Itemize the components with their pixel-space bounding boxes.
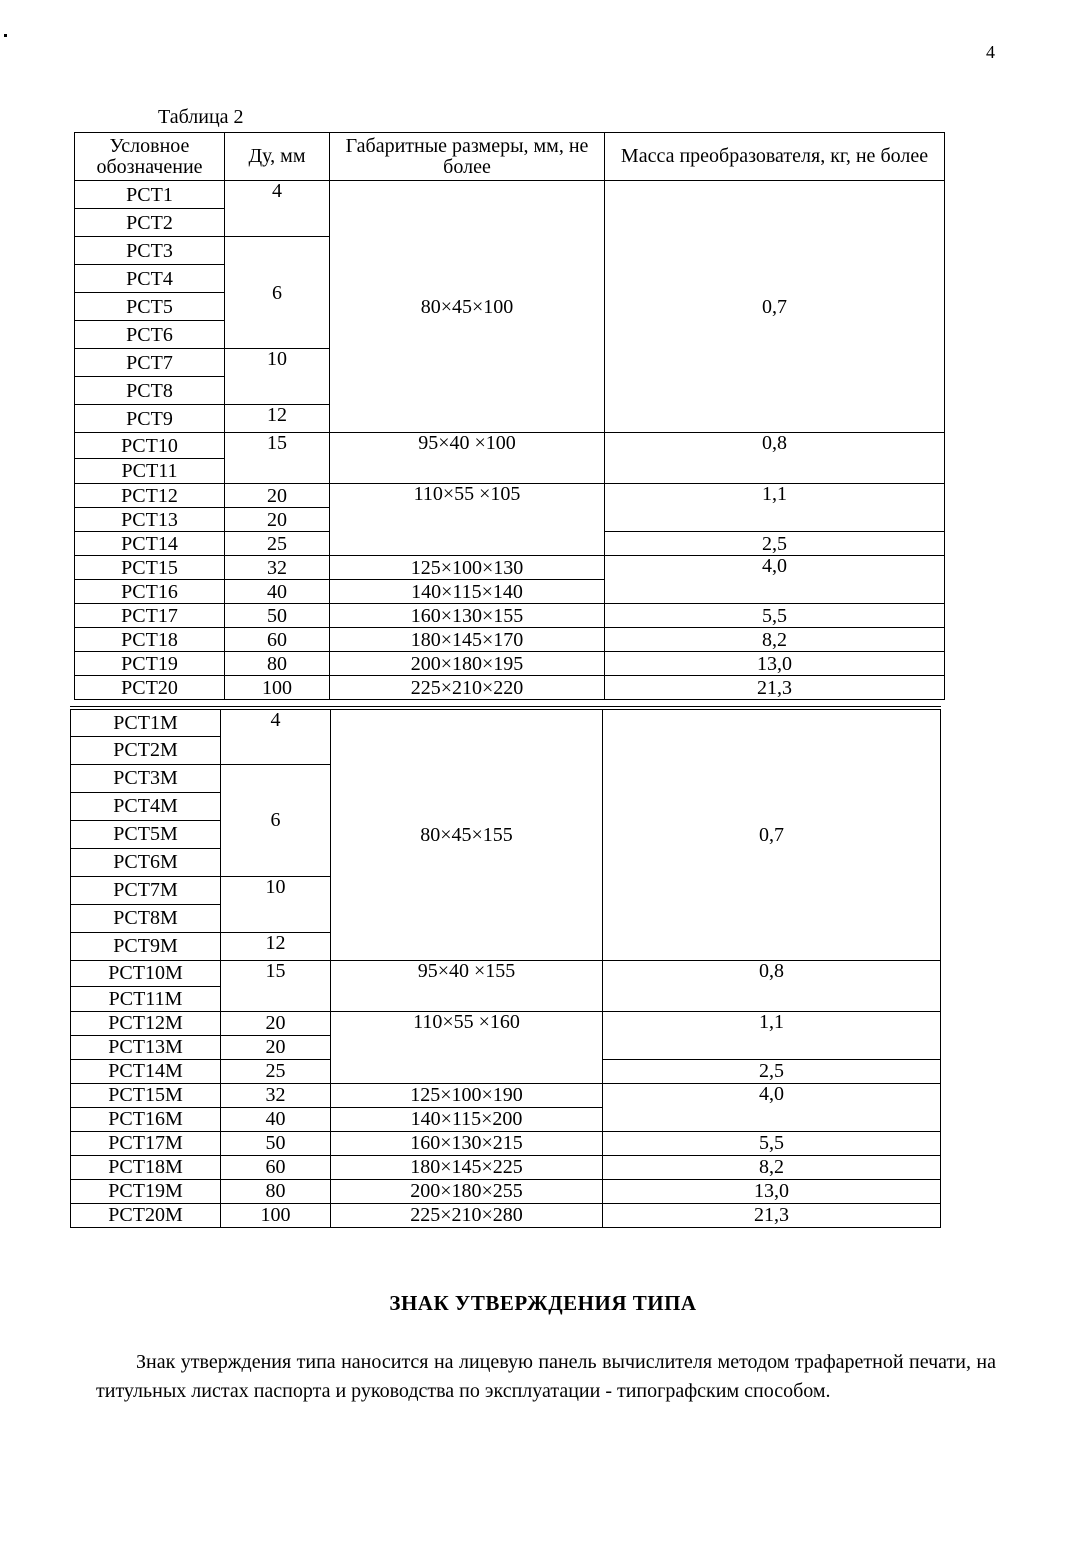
table-row: [75, 433, 945, 459]
cell-dimensions: 80×45×100: [330, 181, 605, 433]
cell-du: 6: [221, 764, 331, 876]
cell-mass: 13,0: [605, 652, 945, 676]
cell-designation: PCT16M: [71, 1107, 221, 1131]
cell-du: 12: [221, 932, 331, 960]
cell-dimensions: 225×210×280: [331, 1203, 603, 1227]
cell-du: 80: [225, 652, 330, 676]
cell-designation: PCT11M: [71, 986, 221, 1011]
cell-dimensions: 160×130×215: [331, 1131, 603, 1155]
cell-designation: PCT14: [75, 532, 225, 556]
cell-designation: PCT3M: [71, 764, 221, 792]
cell-designation: PCT5: [75, 293, 225, 321]
cell-designation: PCT11: [75, 459, 225, 484]
table-row: [71, 1203, 941, 1227]
cell-dimensions: 95×40 ×100: [330, 433, 605, 484]
scan-speck: [4, 34, 7, 37]
cell-mass: 21,3: [605, 676, 945, 700]
cell-designation: PCT4: [75, 265, 225, 293]
table-row: [75, 181, 945, 209]
cell-designation: PCT18: [75, 628, 225, 652]
cell-du: 40: [225, 580, 330, 604]
cell-designation: PCT8M: [71, 904, 221, 932]
cell-mass: 0,7: [605, 181, 945, 433]
cell-du: 32: [225, 556, 330, 580]
cell-dimensions: 140×115×140: [330, 580, 605, 604]
cell-mass: 1,1: [605, 484, 945, 532]
cell-mass: 5,5: [605, 604, 945, 628]
cell-mass: 8,2: [603, 1155, 941, 1179]
cell-dimensions: 225×210×220: [330, 676, 605, 700]
cell-dimensions: 200×180×255: [331, 1179, 603, 1203]
cell-du: 40: [221, 1107, 331, 1131]
cell-designation: PCT7: [75, 349, 225, 377]
cell-mass: 0,7: [603, 708, 941, 960]
cell-designation: PCT15M: [71, 1083, 221, 1107]
cell-dimensions: 80×45×155: [331, 708, 603, 960]
cell-du: 15: [225, 433, 330, 484]
cell-du: 50: [225, 604, 330, 628]
table-row: [75, 628, 945, 652]
header-designation: Условное обозначение: [75, 133, 225, 181]
table-row: [75, 652, 945, 676]
table-header-row: [75, 133, 945, 181]
cell-designation: PCT4M: [71, 792, 221, 820]
cell-designation: PCT18M: [71, 1155, 221, 1179]
cell-du: 20: [221, 1011, 331, 1035]
cell-mass: 2,5: [605, 532, 945, 556]
cell-mass: 2,5: [603, 1059, 941, 1083]
cell-du: 100: [225, 676, 330, 700]
specs-table-base: [74, 132, 945, 700]
cell-du: 10: [221, 876, 331, 932]
cell-du: 12: [225, 405, 330, 433]
table-row: [71, 1155, 941, 1179]
cell-designation: PCT1: [75, 181, 225, 209]
cell-designation: PCT9M: [71, 932, 221, 960]
cell-du: 50: [221, 1131, 331, 1155]
cell-designation: PCT17: [75, 604, 225, 628]
cell-designation: PCT5M: [71, 820, 221, 848]
cell-designation: PCT20M: [71, 1203, 221, 1227]
cell-designation: PCT14M: [71, 1059, 221, 1083]
table-row: [75, 676, 945, 700]
cell-dimensions: 125×100×130: [330, 556, 605, 580]
table-row: [71, 1179, 941, 1203]
cell-mass: 5,5: [603, 1131, 941, 1155]
cell-mass: 4,0: [605, 556, 945, 604]
table-row: [71, 960, 941, 986]
cell-du: 6: [225, 237, 330, 349]
cell-designation: PCT6M: [71, 848, 221, 876]
cell-designation: PCT15: [75, 556, 225, 580]
cell-dimensions: 110×55 ×105: [330, 484, 605, 556]
cell-designation: PCT20: [75, 676, 225, 700]
cell-designation: PCT7M: [71, 876, 221, 904]
table-row: [75, 484, 945, 508]
cell-mass: 4,0: [603, 1083, 941, 1131]
cell-designation: PCT13: [75, 508, 225, 532]
cell-du: 4: [225, 181, 330, 237]
cell-du: 60: [221, 1155, 331, 1179]
cell-du: 100: [221, 1203, 331, 1227]
cell-mass: 8,2: [605, 628, 945, 652]
cell-du: 60: [225, 628, 330, 652]
cell-dimensions: 200×180×195: [330, 652, 605, 676]
cell-mass: 0,8: [603, 960, 941, 1011]
section-paragraph: Знак утверждения типа наносится на лицевую панель вычислителя методом трафаретной печати, на титульных листах паспорта и руководства по эксплуатации - типографским способом.: [96, 1351, 996, 1402]
cell-du: 80: [221, 1179, 331, 1203]
cell-du: 25: [225, 532, 330, 556]
cell-designation: PCT6: [75, 321, 225, 349]
specs-table-m: [70, 706, 941, 1228]
cell-du: 20: [225, 484, 330, 508]
cell-du: 20: [221, 1035, 331, 1059]
cell-designation: PCT13M: [71, 1035, 221, 1059]
cell-designation: PCT19M: [71, 1179, 221, 1203]
cell-mass: 21,3: [603, 1203, 941, 1227]
cell-designation: PCT10: [75, 433, 225, 459]
cell-designation: PCT12: [75, 484, 225, 508]
cell-du: 4: [221, 708, 331, 764]
page-number: 4: [986, 42, 995, 62]
cell-du: 10: [225, 349, 330, 405]
cell-dimensions: 180×145×225: [331, 1155, 603, 1179]
cell-du: 15: [221, 960, 331, 1011]
cell-dimensions: 95×40 ×155: [331, 960, 603, 1011]
cell-du: 20: [225, 508, 330, 532]
table-row: [71, 1083, 941, 1107]
cell-designation: PCT1M: [71, 708, 221, 736]
cell-mass: 0,8: [605, 433, 945, 484]
cell-designation: PCT2M: [71, 736, 221, 764]
table-row: [71, 1131, 941, 1155]
cell-du: 32: [221, 1083, 331, 1107]
cell-dimensions: 110×55 ×160: [331, 1011, 603, 1083]
cell-dimensions: 180×145×170: [330, 628, 605, 652]
table-row: [75, 604, 945, 628]
table-caption: Таблица 2: [158, 106, 244, 128]
table-row: [71, 708, 941, 736]
header-mass: Масса преобразователя, кг, не более: [605, 133, 945, 181]
cell-dimensions: 140×115×200: [331, 1107, 603, 1131]
cell-designation: PCT2: [75, 209, 225, 237]
cell-designation: PCT16: [75, 580, 225, 604]
cell-designation: PCT12M: [71, 1011, 221, 1035]
section-title: ЗНАК УТВЕРЖДЕНИЯ ТИПА: [389, 1291, 697, 1315]
header-du: Ду, мм: [225, 133, 330, 181]
cell-designation: PCT19: [75, 652, 225, 676]
cell-dimensions: 125×100×190: [331, 1083, 603, 1107]
cell-dimensions: 160×130×155: [330, 604, 605, 628]
cell-mass: 13,0: [603, 1179, 941, 1203]
table-row: [75, 556, 945, 580]
cell-mass: 1,1: [603, 1011, 941, 1059]
cell-designation: PCT8: [75, 377, 225, 405]
table-row: [71, 1011, 941, 1035]
cell-designation: PCT9: [75, 405, 225, 433]
cell-designation: PCT17M: [71, 1131, 221, 1155]
cell-designation: PCT3: [75, 237, 225, 265]
cell-du: 25: [221, 1059, 331, 1083]
header-dimensions: Габаритные размеры, мм, не более: [330, 133, 605, 181]
cell-designation: PCT10M: [71, 960, 221, 986]
